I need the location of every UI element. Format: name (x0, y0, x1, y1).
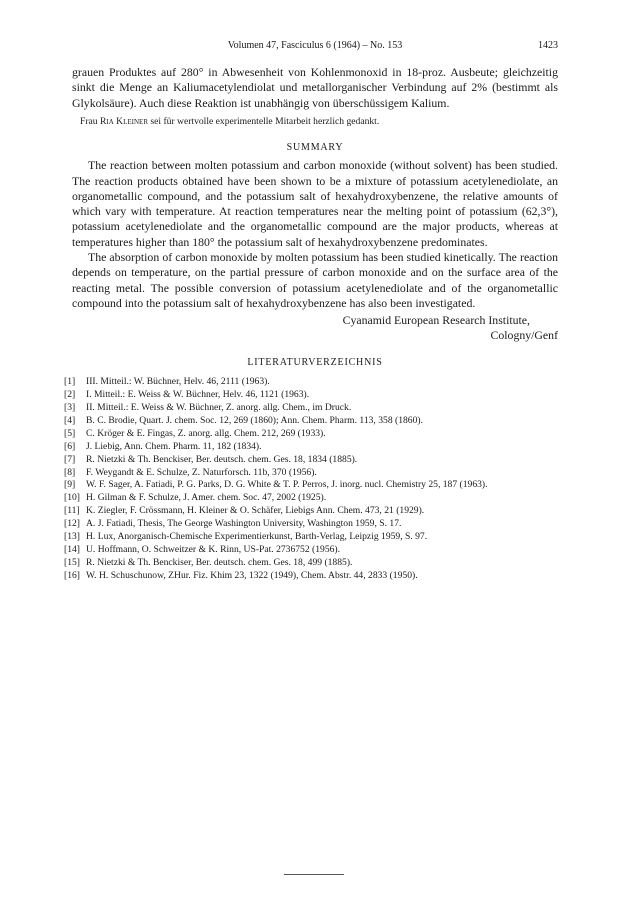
reference-number: [9] (64, 479, 76, 491)
affiliation (72, 313, 558, 343)
reference-item (64, 440, 558, 454)
reference-text: J. Liebig, Ann. Chem. Pharm. 11, 182 (1834). (86, 440, 262, 452)
reference-item (64, 453, 558, 467)
reference-item (64, 531, 558, 544)
reference-item (64, 466, 558, 480)
acknowledgement (72, 115, 558, 128)
journal-page (64, 40, 558, 583)
reference-text: B. C. Brodie, Quart. J. chem. Soc. 12, 269 (1860); Ann. Chem. Pharm. 113, 358 (1860). (86, 414, 423, 426)
reference-item (64, 402, 558, 415)
reference-list (64, 376, 558, 583)
reference-text: U. Hoffmann, O. Schweitzer & K. Rinn, US-Pat. 2736752 (1956). (86, 543, 341, 555)
ack-suffix: sei für wertvolle experimentelle Mitarbeit herzlich gedankt. (150, 116, 380, 128)
reference-text: II. Mitteil.: E. Weiss & W. Büchner, Z. anorg. allg. Chem., im Druck. (86, 402, 352, 413)
german-paragraph: grauen Produktes auf 280° in Abwesenheit von Kohlenmonoxid in 18-proz. Ausbeute; gleichzeitig sinkt die Menge an Kaliumacetylendiolat und metallorganischer Verbindung auf 2% (bestimmt als Glykolsäure). Auch diese Reaktion ist unabhängig von überschüssigem Kalium. (72, 65, 558, 110)
reference-number: [1] (64, 376, 76, 388)
reference-number: [10] (64, 492, 80, 504)
reference-item (64, 556, 558, 570)
reference-item (64, 505, 558, 518)
reference-text: A. J. Fatiadi, Thesis, The George Washington University, Washington 1959, S. 17. (86, 518, 402, 530)
reference-text: F. Weygandt & E. Schulze, Z. Naturforsch. 11b, 370 (1956). (86, 466, 317, 478)
reference-text: K. Ziegler, F. Crössmann, H. Kleiner & O. Schäfer, Liebigs Ann. Chem. 473, 21 (1929). (86, 505, 425, 517)
reference-item (64, 518, 558, 531)
reference-text: III. Mitteil.: W. Büchner, Helv. 46, 2111 (1963). (86, 376, 270, 388)
summary-body (72, 158, 558, 311)
reference-number: [2] (64, 389, 76, 401)
reference-number: [16] (64, 569, 80, 581)
reference-number: [12] (64, 518, 80, 530)
reference-text: W. F. Sager, A. Fatiadi, P. G. Parks, D. G. White & T. P. Perros, J. inorg. nucl. Chemistry 25, 187 (1963). (86, 479, 488, 491)
reference-item (64, 414, 558, 428)
reference-item (64, 389, 558, 402)
reference-number: [15] (64, 556, 80, 568)
affiliation-city: Cologny/Genf (490, 328, 558, 343)
reference-text: R. Nietzki & Th. Benckiser, Ber. deutsch. chem. Ges. 18, 499 (1885). (86, 556, 353, 568)
summary-paragraph: The absorption of carbon monoxide by molten potassium has been studied kinetically. The reaction depends on temperature, on the partial pressure of carbon monoxide and on the surface area of the reacting metal. The possible conversion of potassium acetylenediolate and of the organometallic compound into the potassium salt of hexahydroxybenzene has also been investigated. (72, 250, 558, 310)
ack-prefix: Frau (80, 116, 98, 128)
reference-text: H. Gilman & F. Schulze, J. Amer. chem. Soc. 47, 2002 (1925). (86, 492, 327, 504)
reference-item (64, 479, 558, 492)
affiliation-institute: Cyanamid European Research Institute, (342, 313, 530, 328)
reference-item (64, 427, 558, 441)
references-heading: LITERATURVERZEICHNIS (247, 357, 383, 369)
reference-number: [13] (64, 531, 80, 543)
reference-text: H. Lux, Anorganisch-Chemische Experimentierkunst, Barth-Verlag, Leipzig 1959, S. 97. (86, 531, 428, 543)
summary-paragraph: The reaction between molten potassium and carbon monoxide (without solvent) has been studied. The reaction products obtained have been shown to be a mixture of potassium acetylenediolate, an organometallic compound, and the potassium salt of hexahydroxybenzene, the relative amounts of which vary with temperature. At reaction temperatures near the melting point of potassium (62,3°), potassium acetylenediolate and the organometallic compound are the major products, whereas at temperatures higher than 180° the potassium salt of hexahydroxybenzene predominates. (72, 158, 558, 249)
reference-number: [4] (64, 414, 76, 426)
reference-item (64, 492, 558, 505)
journal-citation: Volumen 47, Fasciculus 6 (1964) – No. 153 (227, 40, 403, 51)
reference-text: C. Kröger & E. Fingas, Z. anorg. allg. Chem. 212, 269 (1933). (86, 427, 326, 439)
summary-heading: SUMMARY (286, 142, 344, 154)
reference-item (64, 569, 558, 583)
reference-number: [3] (64, 402, 76, 413)
reference-item (64, 376, 558, 389)
page-number: 1423 (538, 40, 558, 51)
end-rule (284, 874, 344, 875)
reference-text: R. Nietzki & Th. Benckiser, Ber. deutsch. chem. Ges. 18, 1834 (1885). (86, 453, 358, 465)
reference-number: [7] (64, 453, 76, 465)
ack-name: Ria Kleiner (100, 116, 148, 128)
reference-number: [11] (64, 505, 80, 517)
running-head (72, 40, 558, 56)
reference-number: [14] (64, 543, 80, 555)
reference-number: [5] (64, 427, 76, 439)
reference-item (64, 543, 558, 557)
reference-number: [6] (64, 440, 76, 452)
reference-number: [8] (64, 466, 76, 478)
reference-text: W. H. Schuschunow, ZHur. Fiz. Khim 23, 1322 (1949), Chem. Abstr. 44, 2833 (1950). (86, 569, 418, 581)
reference-text: I. Mitteil.: E. Weiss & W. Büchner, Helv. 46, 1121 (1963). (86, 389, 310, 401)
